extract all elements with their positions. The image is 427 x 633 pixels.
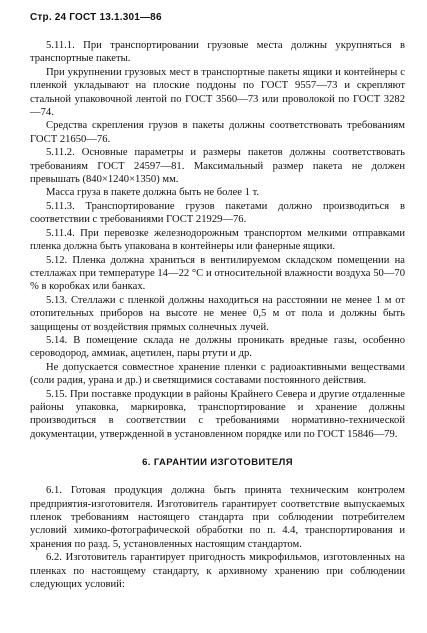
- paragraph: 5.11.1. При транспортировании грузовые места должны укрупняться в транспортные пакеты.: [30, 40, 405, 65]
- paragraph: 5.13. Стеллажи с пленкой должны находиться на расстоянии не менее 1 м от отопительных приборов на высоте не менее 0,5 м от пола и должны быть защищены от воздействия прямых солнечных лучей.: [30, 294, 405, 333]
- paragraph: 5.14. В помещение склада не должны проникать вредные газы, особенно сероводород, аммиак, ацетилен, пары ртути и др.: [30, 334, 405, 360]
- paragraph: 5.11.4. При перевозке железнодорожным транспортом мелкими отправками пленка должна быть упакована в контейнеры или фанерные ящики.: [30, 227, 405, 253]
- paragraph: Не допускается совместное хранение пленки с радиоактивными веществами (соли радия, урана и др.) и светящимися составами постоянного действия.: [30, 361, 405, 387]
- section-title: 6. ГАРАНТИИ ИЗГОТОВИТЕЛЯ: [142, 457, 293, 469]
- paragraph: При укрупнении грузовых мест в транспортные пакеты ящики и контейнеры с пленкой укладывают на плоские поддоны по ГОСТ 9557—73 и скрепляют стальной упаковочной лентой по ГОСТ 3560—73 или проволокой по ГОСТ 3282—74.: [30, 66, 405, 119]
- page-header: Стр. 24 ГОСТ 13.1.301—86: [30, 12, 162, 23]
- paragraph: 5.11.3. Транспортирование грузов пакетами должно производиться в соответствии с требованиями ГОСТ 21929—76.: [30, 200, 405, 226]
- paragraph: 5.12. Пленка должна храниться в вентилируемом складском помещении на стеллажах при температуре 14—22 °С и относительной влажности воздуха 50—70 % в коробках или банках.: [30, 254, 405, 293]
- paragraph: 6.2. Изготовитель гарантирует пригодность микрофильмов, изготовленных на пленках по настоящему стандарту, к архивному хранению при соблюдении следующих условий:: [30, 552, 405, 591]
- paragraph: 6.1. Готовая продукция должна быть принята техническим контролем предприятия-изготовителя. Изготовитель гарантирует соответствие выпускаемых пленок требованиям настоящего стандарта при соблюдении потребителем условий химико-фотографической обработки по п. 4.4, транспортирования и хранения по разд. 5, установленных настоящим стандартом.: [30, 485, 405, 550]
- paragraph: Средства скрепления грузов в пакеты должны соответствовать требованиям ГОСТ 21650—76.: [30, 120, 405, 145]
- section-6-text: [30, 484, 405, 591]
- paragraph: 5.11.2. Основные параметры и размеры пакетов должны соответствовать требованиям ГОСТ 24597—81. Максимальный размер пакета не должен превышать (840×1240×1350) мм.: [30, 147, 405, 186]
- paragraph: 5.15. При поставке продукции в районы Крайнего Севера и другие отдаленные районы упаковка, маркировка, транспортирование и хранение должны производиться в соответствии с требованиями нормативно-технической документации, утвержденной в установленном порядке или по ГОСТ 15846—79.: [30, 388, 405, 440]
- paragraph: Масса груза в пакете должна быть не более 1 т.: [46, 187, 260, 199]
- section-5-text: [30, 39, 405, 441]
